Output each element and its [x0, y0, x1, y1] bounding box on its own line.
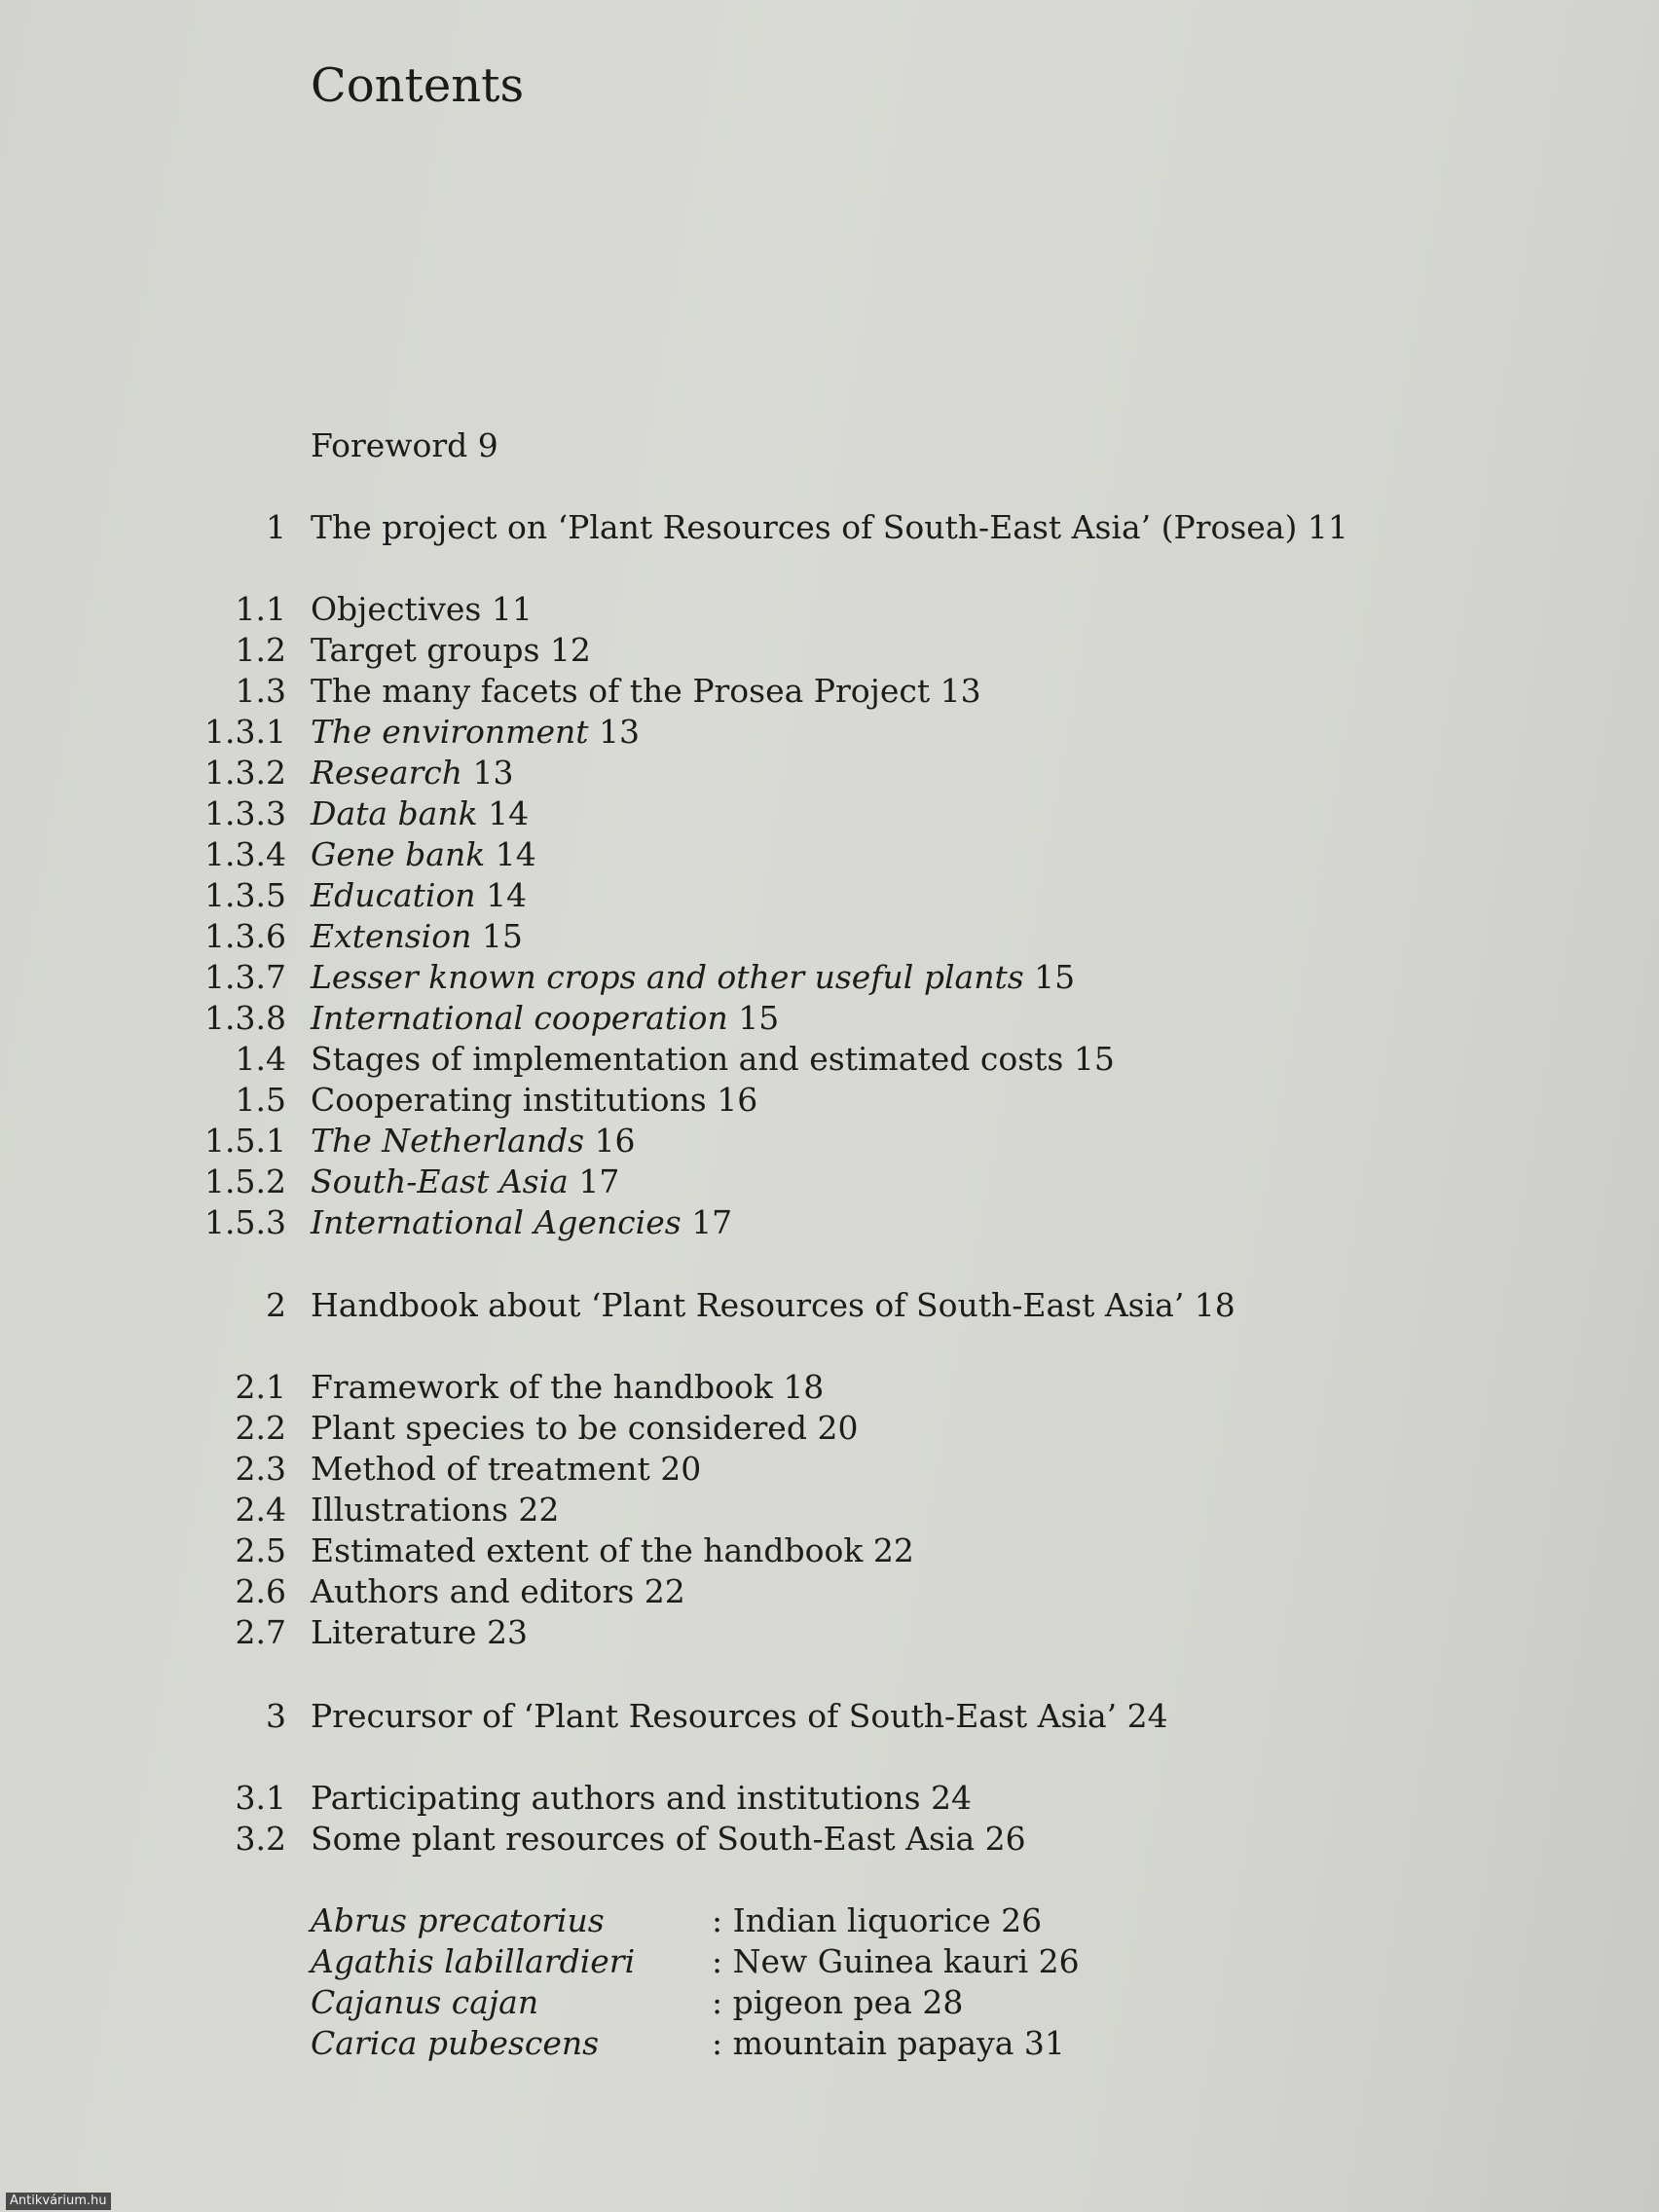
section-2-list — [0, 1367, 1460, 1653]
toc-entry-title: Method of treatment — [311, 1450, 650, 1488]
toc-entry-title: Plant species to be considered — [311, 1409, 807, 1447]
toc-entry — [0, 671, 1460, 712]
toc-entry-number: 2.6 — [235, 1572, 286, 1610]
toc-entry-label — [311, 1490, 559, 1530]
toc-entry-label — [311, 875, 527, 916]
toc-entry-label — [311, 589, 533, 630]
species-scientific-name: Cajanus cajan — [311, 1983, 539, 2021]
toc-entry — [0, 1161, 1460, 1202]
toc-entry-title: Illustrations — [311, 1491, 508, 1529]
toc-entry-number: 3.2 — [235, 1820, 286, 1858]
toc-entry-page: 24 — [931, 1779, 973, 1817]
toc-entry-label — [311, 1202, 732, 1243]
section-title: Handbook about ‘Plant Resources of South-East Asia’ 18 — [311, 1286, 1235, 1324]
toc-entry — [0, 1819, 1460, 1860]
toc-entry — [0, 1080, 1460, 1121]
toc-entry — [0, 630, 1460, 671]
toc-entry-title: Data bank — [311, 794, 478, 832]
toc-entry-label — [311, 1161, 619, 1202]
toc-entry-label — [311, 1080, 757, 1121]
toc-entry — [0, 1530, 1460, 1571]
toc-entry — [0, 1571, 1460, 1612]
toc-entry-page: 15 — [1034, 958, 1076, 996]
toc-entry-title: Stages of implementation and estimated costs — [311, 1040, 1064, 1078]
toc-entry-label — [311, 793, 529, 834]
toc-entry — [0, 753, 1460, 793]
toc-entry-number: 1.3.7 — [204, 958, 286, 996]
toc-entry-label — [311, 834, 536, 875]
species-entry — [0, 1941, 1460, 1982]
toc-entry — [0, 1778, 1460, 1819]
species-entry — [0, 2023, 1460, 2064]
toc-entry — [0, 1490, 1460, 1530]
toc-entry-title: Framework of the handbook — [311, 1368, 773, 1406]
toc-entry-label — [311, 671, 981, 712]
toc-entry-number: 1.3.8 — [204, 999, 286, 1037]
toc-entry-number: 1.3 — [235, 672, 286, 710]
toc-entry-number: 2.3 — [235, 1450, 286, 1488]
toc-entry-title: Authors and editors — [311, 1572, 635, 1610]
toc-entry-title: International cooperation — [311, 999, 728, 1037]
toc-entry-number: 1.4 — [235, 1040, 286, 1078]
toc-entry-page: 17 — [691, 1203, 733, 1241]
toc-entry-page: 15 — [738, 999, 780, 1037]
section-number: 3 — [266, 1697, 286, 1735]
toc-entry-page: 12 — [549, 631, 591, 669]
species-list — [0, 1900, 1460, 2064]
toc-entry-title: Target groups — [311, 631, 540, 669]
section-number: 2 — [266, 1286, 286, 1324]
toc-entry-title: The many facets of the Prosea Project — [311, 672, 931, 710]
toc-entry-title: South-East Asia — [311, 1162, 569, 1200]
toc-entry-page: 17 — [578, 1162, 620, 1200]
toc-entry-number: 2.2 — [235, 1409, 286, 1447]
toc-entry-title: Participating authors and institutions — [311, 1779, 921, 1817]
toc-entry-number: 1.3.4 — [204, 835, 286, 873]
toc-entry — [0, 1408, 1460, 1449]
toc-entry-page: 13 — [472, 754, 514, 792]
section-title: The project on ‘Plant Resources of South-East Asia’ (Prosea) 11 — [311, 508, 1348, 546]
toc-entry — [0, 998, 1460, 1039]
toc-entry-page: 15 — [481, 917, 523, 955]
toc-entry-number: 1.3.3 — [204, 794, 286, 832]
toc-entry-title: Some plant resources of South-East Asia — [311, 1820, 976, 1858]
foreword-entry: Foreword 9 — [311, 426, 498, 464]
toc-entry — [0, 1449, 1460, 1490]
toc-entry-label — [311, 1612, 528, 1653]
toc-entry-title: Cooperating institutions — [311, 1081, 707, 1119]
species-common-name: : pigeon pea 28 — [712, 1983, 964, 2021]
toc-entry-number: 1.3.2 — [204, 754, 286, 792]
toc-entry-number: 2.7 — [235, 1613, 286, 1651]
toc-entry-number: 3.1 — [235, 1779, 286, 1817]
toc-entry-page: 22 — [518, 1491, 560, 1529]
watermark-label: Antikvárium.hu — [6, 2193, 111, 2210]
toc-entry — [0, 916, 1460, 957]
toc-entry-page: 15 — [1073, 1040, 1115, 1078]
toc-entry-title: The environment — [311, 713, 589, 751]
toc-entry-page: 14 — [486, 876, 528, 914]
species-common-name: : Indian liquorice 26 — [712, 1901, 1043, 1939]
toc-entry — [0, 1202, 1460, 1243]
toc-entry-page: 20 — [817, 1409, 859, 1447]
toc-entry-label — [311, 1367, 824, 1408]
toc-entry-number: 1.3.1 — [204, 713, 286, 751]
toc-entry-number: 1.5 — [235, 1081, 286, 1119]
toc-entry-label — [311, 1121, 636, 1161]
toc-entry-label — [311, 1530, 914, 1571]
species-scientific-name: Agathis labillardieri — [311, 1942, 636, 1980]
section-title: Precursor of ‘Plant Resources of South-East Asia’ 24 — [311, 1697, 1168, 1735]
toc-entry-title: Lesser known crops and other useful plants — [311, 958, 1024, 996]
section-1-list — [0, 589, 1460, 1243]
toc-entry-title: The Netherlands — [311, 1122, 585, 1160]
toc-entry-label — [311, 712, 640, 753]
toc-entry-title: Research — [311, 754, 463, 792]
species-entry — [0, 1982, 1460, 2023]
toc-entry-page: 22 — [872, 1531, 914, 1569]
toc-entry-number: 1.5.1 — [204, 1122, 286, 1160]
toc-entry-label — [311, 1571, 685, 1612]
toc-entry-page: 16 — [717, 1081, 758, 1119]
toc-entry-title: Literature — [311, 1613, 477, 1651]
toc-entry-number: 2.1 — [235, 1368, 286, 1406]
toc-entry — [0, 1039, 1460, 1080]
toc-entry — [0, 793, 1460, 834]
page-title: Contents — [311, 58, 525, 113]
species-entry — [0, 1900, 1460, 1941]
toc-entry — [0, 1612, 1460, 1653]
toc-entry-label — [311, 753, 514, 793]
section-2-heading — [0, 1285, 1460, 1326]
toc-entry-number: 1.3.5 — [204, 876, 286, 914]
toc-entry-label — [311, 957, 1075, 998]
toc-entry-page: 22 — [644, 1572, 685, 1610]
toc-entry-label — [311, 1449, 701, 1490]
toc-entry-number: 1.5.2 — [204, 1162, 286, 1200]
toc-entry — [0, 834, 1460, 875]
toc-entry-number: 2.5 — [235, 1531, 286, 1569]
toc-entry-page: 13 — [940, 672, 981, 710]
species-scientific-name: Abrus precatorius — [311, 1901, 605, 1939]
toc-entry-title: Education — [311, 876, 476, 914]
toc-entry-page: 13 — [599, 713, 640, 751]
toc-entry-title: Gene bank — [311, 835, 486, 873]
toc-entry-page: 18 — [783, 1368, 825, 1406]
toc-entry-page: 26 — [984, 1820, 1026, 1858]
species-common-name: : mountain papaya 31 — [712, 2024, 1065, 2062]
toc-entry-label — [311, 1039, 1115, 1080]
species-common-name: : New Guinea kauri 26 — [712, 1942, 1080, 1980]
toc-entry-label — [311, 1408, 858, 1449]
toc-entry — [0, 1121, 1460, 1161]
toc-entry — [0, 875, 1460, 916]
section-3-list — [0, 1778, 1460, 1860]
toc-entry-label — [311, 630, 591, 671]
toc-entry-page: 20 — [660, 1450, 702, 1488]
section-3-heading — [0, 1696, 1460, 1737]
toc-entry-number: 1.2 — [235, 631, 286, 669]
toc-entry-title: International Agencies — [311, 1203, 682, 1241]
toc-entry-page: 16 — [594, 1122, 636, 1160]
toc-entry-label — [311, 1819, 1026, 1860]
toc-entry — [0, 1367, 1460, 1408]
section-number: 1 — [266, 508, 286, 546]
toc-entry-number: 1.1 — [235, 590, 286, 628]
toc-entry — [0, 589, 1460, 630]
toc-entry-page: 14 — [488, 794, 530, 832]
toc-entry-page: 14 — [495, 835, 536, 873]
species-scientific-name: Carica pubescens — [311, 2024, 600, 2062]
toc-entry-page: 11 — [491, 590, 533, 628]
toc-entry — [0, 957, 1460, 998]
toc-entry — [0, 712, 1460, 753]
toc-entry-page: 23 — [487, 1613, 529, 1651]
toc-entry-title: Extension — [311, 917, 472, 955]
toc-entry-number: 2.4 — [235, 1491, 286, 1529]
toc-entry-title: Estimated extent of the handbook — [311, 1531, 864, 1569]
toc-entry-label — [311, 916, 523, 957]
section-1-heading — [0, 507, 1460, 548]
toc-entry-label — [311, 998, 779, 1039]
toc-entry-number: 1.3.6 — [204, 917, 286, 955]
toc-entry-title: Objectives — [311, 590, 482, 628]
toc-entry-number: 1.5.3 — [204, 1203, 286, 1241]
toc-entry-label — [311, 1778, 972, 1819]
